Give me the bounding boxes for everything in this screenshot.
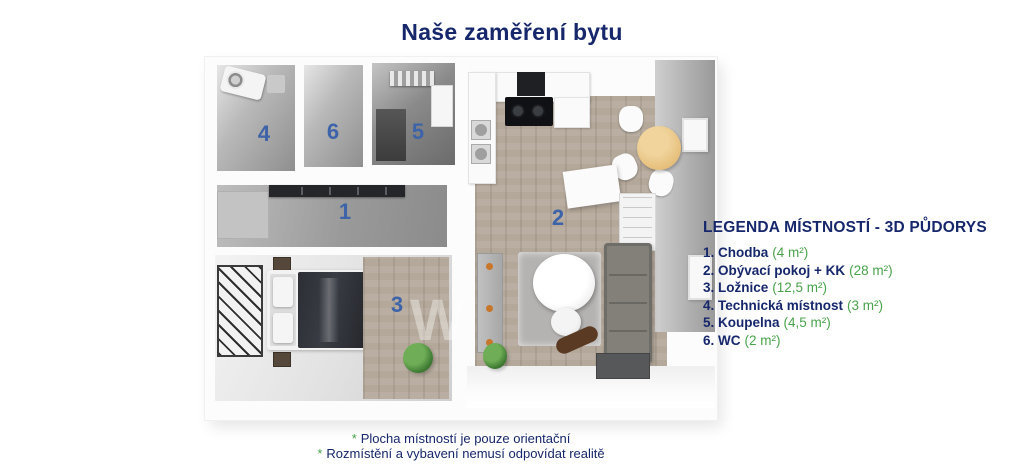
- room-bedroom: [215, 255, 452, 401]
- legend-item-obyvaci-pokoj: [703, 262, 1003, 280]
- bed: [267, 270, 371, 350]
- legend-item-label: 3. Ložnice: [703, 280, 769, 295]
- room-living-kitchen: [467, 60, 715, 408]
- legend-item-area: (12,5 m²): [772, 280, 828, 295]
- legend-item-area: (3 m²): [847, 297, 884, 313]
- legend-item-area: (4,5 m²): [783, 315, 831, 330]
- asterisk: *: [351, 431, 357, 446]
- legend-item-loznice: [703, 279, 1003, 297]
- tv-unit: [596, 353, 650, 379]
- asterisk: *: [317, 446, 323, 461]
- room-wc: [304, 65, 363, 167]
- kitchen-counter: [554, 97, 590, 128]
- towel-radiator: [390, 71, 434, 86]
- sink: [471, 120, 491, 140]
- nightstand: [273, 352, 291, 367]
- wardrobe: [269, 185, 405, 197]
- legend-item-chodba: [703, 244, 1003, 262]
- legend-item-label: 6. WC: [703, 332, 741, 348]
- room-number-3: 3: [390, 292, 404, 317]
- legend-item-koupelna: [703, 314, 1003, 332]
- window: [682, 118, 708, 152]
- cooker-hood: [517, 72, 545, 96]
- footer-notes: [205, 431, 717, 461]
- watermark: W: [410, 288, 471, 353]
- footnote-text: Rozmístění a vybavení nemusí odpovídat realitě: [326, 446, 605, 461]
- tall-cabinet: [477, 253, 503, 353]
- footnote-furnishing-disclaimer: [317, 446, 604, 461]
- room-bathroom: [372, 63, 455, 165]
- bed-duvet: [298, 272, 367, 348]
- legend-item-label: 2. Obývací pokoj + KK: [703, 262, 846, 278]
- room-hallway: [217, 185, 447, 247]
- room-technical: [217, 65, 295, 171]
- sink: [471, 144, 491, 164]
- room-number-2: 2: [551, 205, 565, 230]
- dining-chair: [619, 106, 643, 132]
- washing-machine: [219, 65, 266, 100]
- cooktop: [505, 97, 553, 126]
- dining-table: [637, 126, 681, 170]
- storage-box: [267, 75, 285, 93]
- sofa: [604, 243, 652, 363]
- legend-item-label: 4. Technická místnost: [703, 297, 844, 313]
- wall-art: [219, 267, 261, 355]
- shower: [376, 109, 406, 161]
- footnote-text: Plocha místností je pouze orientační: [360, 431, 571, 446]
- legend-heading: LEGENDA MÍSTNOSTÍ - 3D PŮDORYS: [703, 219, 987, 236]
- hall-cabinet: [217, 191, 269, 239]
- room-number-5: 5: [411, 119, 425, 144]
- legend-item-area: (2 m²): [744, 332, 781, 348]
- footnote-area-disclaimer: [352, 431, 571, 446]
- oval-coffee-table: [533, 254, 595, 312]
- legend-item-wc: [703, 332, 1003, 350]
- page-title: Naše zaměření bytu: [401, 19, 623, 45]
- decor-dot: [486, 263, 493, 270]
- bathroom-door: [431, 85, 453, 127]
- living-white-floor: [467, 366, 715, 408]
- bedroom-wood-floor: [363, 257, 449, 399]
- legend-item-technicka-mistnost: [703, 297, 1003, 315]
- coffee-table-white: [563, 164, 622, 208]
- room-number-6: 6: [326, 119, 340, 144]
- bed-pillows: [270, 274, 296, 346]
- floor-plan: [205, 57, 717, 420]
- legend: [703, 219, 1003, 349]
- legend-item-area: (28 m²): [849, 262, 893, 278]
- legend-item-area: (4 m²): [772, 245, 809, 260]
- room-number-1: 1: [338, 199, 352, 224]
- plant: [483, 343, 507, 369]
- legend-item-label: 5. Koupelna: [703, 315, 780, 330]
- decor-dot: [486, 305, 493, 312]
- plant: [403, 343, 433, 373]
- legend-item-label: 1. Chodba: [703, 245, 769, 260]
- room-number-4: 4: [257, 121, 271, 146]
